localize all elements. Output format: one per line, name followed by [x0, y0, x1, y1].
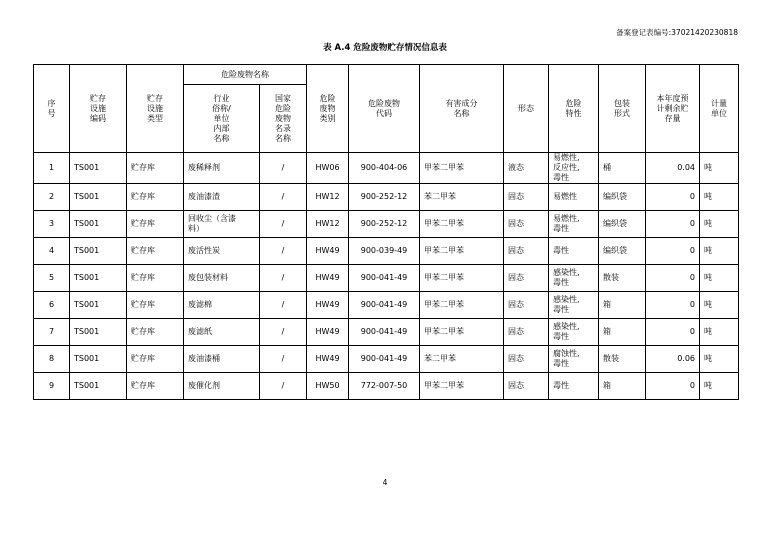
cell-industry-name: 废油漆桶 — [184, 346, 260, 373]
cell-seq: 5 — [34, 265, 70, 292]
cell-unit: 吨 — [700, 265, 739, 292]
cell-unit: 吨 — [700, 211, 739, 238]
cell-category: HW12 — [307, 211, 349, 238]
cell-packaging: 箱 — [599, 292, 646, 319]
cell-estimated-remaining: 0 — [646, 265, 700, 292]
cell-form: 液态 — [504, 153, 549, 184]
cell-hazardous-ingredients: 甲苯二甲苯 — [420, 153, 504, 184]
cell-estimated-remaining: 0 — [646, 373, 700, 400]
cell-waste-code: 900-041-49 — [349, 265, 420, 292]
cell-unit: 吨 — [700, 153, 739, 184]
cell-facility-type: 贮存库 — [127, 346, 184, 373]
cell-estimated-remaining: 0 — [646, 238, 700, 265]
cell-waste-code: 900-041-49 — [349, 292, 420, 319]
cell-industry-name: 回收尘（含漆 料） — [184, 211, 260, 238]
cell-packaging: 桶 — [599, 153, 646, 184]
cell-industry-name: 废活性炭 — [184, 238, 260, 265]
header-facility-code: 贮存 设施 编码 — [70, 65, 127, 153]
header-national-name: 国家 危险 废物 名录 名称 — [260, 85, 307, 153]
cell-facility-code: TS001 — [70, 153, 127, 184]
cell-packaging: 散装 — [599, 265, 646, 292]
cell-facility-code: TS001 — [70, 292, 127, 319]
cell-hazard-property: 腐蚀性, 毒性 — [549, 346, 599, 373]
cell-waste-code: 900-041-49 — [349, 346, 420, 373]
header-waste-name-group: 危险废物名称 — [184, 65, 307, 85]
cell-packaging: 编织袋 — [599, 238, 646, 265]
cell-hazardous-ingredients: 苯二甲苯 — [420, 184, 504, 211]
cell-category: HW50 — [307, 373, 349, 400]
cell-estimated-remaining: 0 — [646, 184, 700, 211]
cell-unit: 吨 — [700, 184, 739, 211]
cell-facility-code: TS001 — [70, 346, 127, 373]
cell-facility-code: TS001 — [70, 238, 127, 265]
cell-industry-name: 废稀释剂 — [184, 153, 260, 184]
header-category: 危险 废物 类别 — [307, 65, 349, 153]
cell-national-name: / — [260, 346, 307, 373]
cell-facility-code: TS001 — [70, 184, 127, 211]
table-header — [34, 65, 739, 153]
cell-estimated-remaining: 0.06 — [646, 346, 700, 373]
cell-form: 固态 — [504, 265, 549, 292]
cell-hazard-property: 易燃性, 毒性 — [549, 211, 599, 238]
table-title: 表 A.4 危险废物贮存情况信息表 — [323, 43, 447, 53]
cell-unit: 吨 — [700, 346, 739, 373]
cell-industry-name: 废催化剂 — [184, 373, 260, 400]
cell-estimated-remaining: 0.04 — [646, 153, 700, 184]
cell-packaging: 编织袋 — [599, 211, 646, 238]
header-packaging: 包装 形式 — [599, 65, 646, 153]
header-estimated-remaining: 本年度预 计剩余贮 存量 — [646, 65, 700, 153]
cell-waste-code: 900-252-12 — [349, 184, 420, 211]
cell-form: 固态 — [504, 184, 549, 211]
table-row — [34, 238, 739, 265]
cell-seq: 3 — [34, 211, 70, 238]
cell-industry-name: 废滤棉 — [184, 292, 260, 319]
cell-national-name: / — [260, 373, 307, 400]
table-row — [34, 346, 739, 373]
table-row — [34, 292, 739, 319]
cell-hazardous-ingredients: 苯二甲苯 — [420, 346, 504, 373]
cell-category: HW12 — [307, 184, 349, 211]
cell-seq: 7 — [34, 319, 70, 346]
cell-estimated-remaining: 0 — [646, 319, 700, 346]
cell-seq: 6 — [34, 292, 70, 319]
cell-facility-type: 贮存库 — [127, 265, 184, 292]
hazardous-waste-storage-table — [33, 64, 739, 400]
cell-hazard-property: 毒性 — [549, 238, 599, 265]
cell-industry-name: 废油漆渣 — [184, 184, 260, 211]
cell-hazardous-ingredients: 甲苯二甲苯 — [420, 373, 504, 400]
cell-estimated-remaining: 0 — [646, 211, 700, 238]
cell-form: 固态 — [504, 292, 549, 319]
cell-seq: 9 — [34, 373, 70, 400]
cell-category: HW49 — [307, 292, 349, 319]
cell-facility-type: 贮存库 — [127, 153, 184, 184]
cell-hazardous-ingredients: 甲苯二甲苯 — [420, 265, 504, 292]
cell-packaging: 散装 — [599, 346, 646, 373]
cell-hazard-property: 感染性, 毒性 — [549, 292, 599, 319]
cell-unit: 吨 — [700, 238, 739, 265]
cell-hazard-property: 易燃性, 反应性, 毒性 — [549, 153, 599, 184]
header-hazardous-ingredients: 有害成分 名称 — [420, 65, 504, 153]
cell-facility-code: TS001 — [70, 211, 127, 238]
cell-unit: 吨 — [700, 319, 739, 346]
cell-seq: 1 — [34, 153, 70, 184]
cell-hazardous-ingredients: 甲苯二甲苯 — [420, 238, 504, 265]
cell-form: 固态 — [504, 211, 549, 238]
cell-national-name: / — [260, 292, 307, 319]
cell-form: 固态 — [504, 373, 549, 400]
cell-seq: 2 — [34, 184, 70, 211]
cell-category: HW49 — [307, 319, 349, 346]
cell-waste-code: 900-404-06 — [349, 153, 420, 184]
page-number: 4 — [382, 478, 388, 487]
cell-category: HW49 — [307, 346, 349, 373]
cell-waste-code: 900-039-49 — [349, 238, 420, 265]
cell-facility-type: 贮存库 — [127, 319, 184, 346]
cell-national-name: / — [260, 211, 307, 238]
cell-facility-type: 贮存库 — [127, 238, 184, 265]
cell-unit: 吨 — [700, 292, 739, 319]
table-row — [34, 265, 739, 292]
cell-seq: 8 — [34, 346, 70, 373]
cell-facility-type: 贮存库 — [127, 211, 184, 238]
cell-packaging: 箱 — [599, 319, 646, 346]
table-row — [34, 153, 739, 184]
cell-category: HW49 — [307, 265, 349, 292]
header-waste-code: 危险废物 代码 — [349, 65, 420, 153]
cell-industry-name: 废滤纸 — [184, 319, 260, 346]
cell-facility-code: TS001 — [70, 319, 127, 346]
cell-form: 固态 — [504, 238, 549, 265]
cell-facility-type: 贮存库 — [127, 184, 184, 211]
cell-estimated-remaining: 0 — [646, 292, 700, 319]
cell-waste-code: 772-007-50 — [349, 373, 420, 400]
cell-seq: 4 — [34, 238, 70, 265]
cell-form: 固态 — [504, 346, 549, 373]
cell-hazard-property: 感染性, 毒性 — [549, 319, 599, 346]
cell-national-name: / — [260, 153, 307, 184]
table-row — [34, 211, 739, 238]
cell-waste-code: 900-041-49 — [349, 319, 420, 346]
cell-category: HW49 — [307, 238, 349, 265]
cell-national-name: / — [260, 265, 307, 292]
header-facility-type: 贮存 设施 类型 — [127, 65, 184, 153]
cell-packaging: 编织袋 — [599, 184, 646, 211]
cell-packaging: 箱 — [599, 373, 646, 400]
table-body — [34, 153, 739, 400]
table-row — [34, 319, 739, 346]
table-row — [34, 373, 739, 400]
header-industry-name: 行业 俗称/ 单位 内部 名称 — [184, 85, 260, 153]
cell-facility-type: 贮存库 — [127, 373, 184, 400]
cell-hazardous-ingredients: 甲苯二甲苯 — [420, 211, 504, 238]
cell-category: HW06 — [307, 153, 349, 184]
cell-facility-type: 贮存库 — [127, 292, 184, 319]
cell-hazard-property: 毒性 — [549, 373, 599, 400]
registration-number: 备案登记表编号:37021420230818 — [616, 28, 738, 37]
cell-waste-code: 900-252-12 — [349, 211, 420, 238]
header-unit: 计量 单位 — [700, 65, 739, 153]
cell-unit: 吨 — [700, 373, 739, 400]
cell-industry-name: 废包装材料 — [184, 265, 260, 292]
cell-hazard-property: 感染性, 毒性 — [549, 265, 599, 292]
header-hazard-property: 危险 特性 — [549, 65, 599, 153]
table-row — [34, 184, 739, 211]
header-seq: 序 号 — [34, 65, 70, 153]
cell-national-name: / — [260, 238, 307, 265]
cell-hazardous-ingredients: 甲苯二甲苯 — [420, 292, 504, 319]
cell-facility-code: TS001 — [70, 373, 127, 400]
cell-national-name: / — [260, 319, 307, 346]
cell-hazardous-ingredients: 甲苯二甲苯 — [420, 319, 504, 346]
header-form: 形态 — [504, 65, 549, 153]
cell-hazard-property: 易燃性 — [549, 184, 599, 211]
cell-facility-code: TS001 — [70, 265, 127, 292]
cell-form: 固态 — [504, 319, 549, 346]
cell-national-name: / — [260, 184, 307, 211]
